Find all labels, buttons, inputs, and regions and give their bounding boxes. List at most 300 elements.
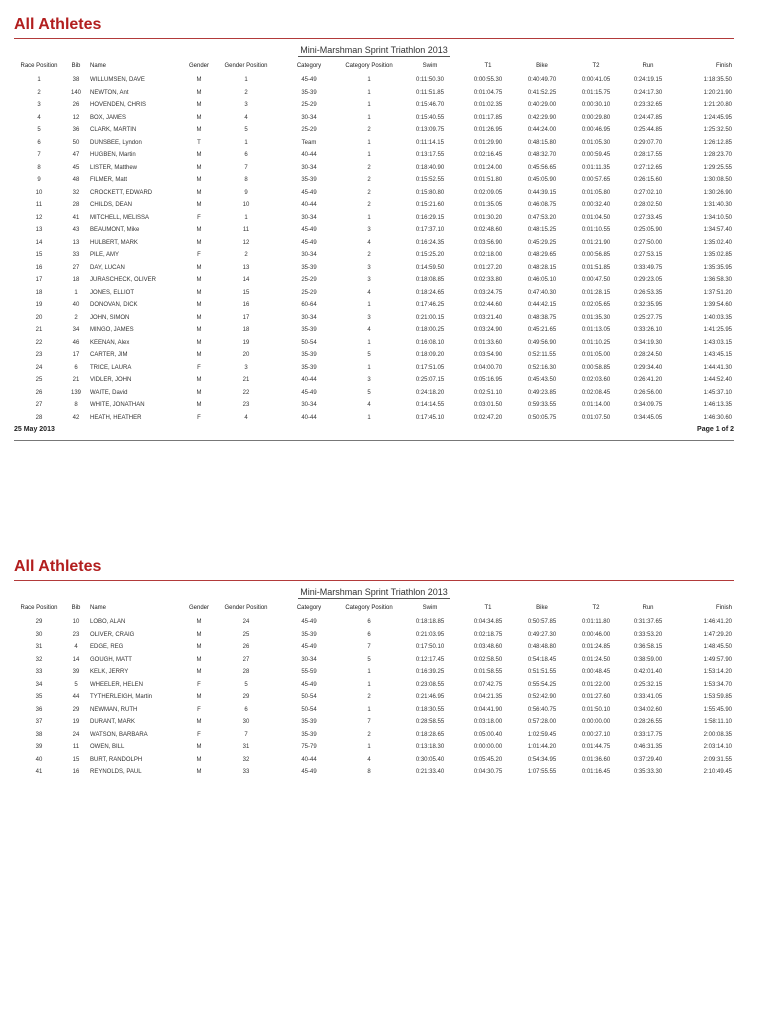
cell-category: 40-44 <box>301 202 317 208</box>
cell-gender-position: 28 <box>242 669 250 675</box>
column-header-category-position: Category Position <box>345 63 393 69</box>
cell-finish: 1:28:23.70 <box>703 152 732 158</box>
cell-finish: 1:46:13.35 <box>703 402 732 408</box>
cell-swim: 0:15:46.70 <box>415 102 445 108</box>
cell-bike: 0:45:56.65 <box>527 164 557 171</box>
cell-finish: 1:48:45.50 <box>703 644 732 650</box>
cell-category: Team <box>301 139 317 146</box>
cell-gender-position: 29 <box>242 694 250 700</box>
cell-gender-position: 9 <box>244 189 248 196</box>
cell-t1: 0:00:00.00 <box>473 744 503 750</box>
cell-name: HEATH, HEATHER <box>90 414 142 421</box>
cell-bib: 19 <box>72 719 80 725</box>
cell-category-position: 1 <box>367 744 371 750</box>
cell-t2: 0:01:51.85 <box>581 264 611 271</box>
cell-gender: M <box>196 127 202 133</box>
cell-gender: F <box>197 414 201 421</box>
cell-bib: 10 <box>72 619 80 625</box>
cell-run: 0:35:33.30 <box>633 769 663 775</box>
cell-race-position: 28 <box>35 414 43 421</box>
cell-race-position: 25 <box>35 377 43 383</box>
cell-bib: 46 <box>72 339 80 346</box>
cell-name: WILLUMSEN, DAVE <box>90 77 145 83</box>
table-row <box>14 137 734 150</box>
cell-gender: M <box>196 114 202 121</box>
column-header-t1: T1 <box>484 605 492 611</box>
table-header-row <box>14 600 734 616</box>
cell-category-position: 5 <box>367 352 371 358</box>
cell-gender-position: 6 <box>244 152 248 158</box>
cell-bike: 0:49:23.85 <box>527 389 557 396</box>
cell-finish: 1:41:25.95 <box>703 327 732 333</box>
cell-gender-position: 18 <box>242 327 250 333</box>
cell-t2: 0:01:05.30 <box>581 139 611 146</box>
table-row <box>14 124 734 137</box>
cell-finish: 1:49:57.90 <box>703 656 732 663</box>
cell-run: 0:27:33.45 <box>633 214 663 221</box>
cell-category-position: 3 <box>367 227 371 233</box>
cell-gender-position: 30 <box>242 719 250 725</box>
column-header-name: Name <box>90 63 107 69</box>
cell-name: FILMER, Matt <box>90 177 128 183</box>
cell-category: 30-34 <box>301 402 317 408</box>
cell-name: KEENAN, Alex <box>90 339 130 346</box>
cell-run: 0:26:53.35 <box>633 289 663 296</box>
cell-category: 25-29 <box>301 277 317 283</box>
cell-category-position: 2 <box>367 127 371 133</box>
cell-t1: 0:02:33.80 <box>473 277 503 283</box>
cell-finish: 1:47:29.20 <box>703 631 732 638</box>
table-row <box>14 716 734 729</box>
cell-gender-position: 20 <box>242 352 250 358</box>
cell-name: NEWTON, Ant <box>90 89 129 96</box>
cell-t1: 0:02:51.10 <box>473 389 503 396</box>
cell-name: CARTER, JIM <box>90 352 128 358</box>
page-title: All Athletes <box>14 558 102 575</box>
cell-bib: 2 <box>74 314 78 321</box>
table-row <box>14 654 734 667</box>
cell-gender: M <box>196 202 202 208</box>
cell-swim: 0:23:08.55 <box>415 681 445 688</box>
cell-t1: 0:01:04.75 <box>473 89 503 96</box>
cell-swim: 0:18:00.25 <box>415 327 445 333</box>
results-page-2 <box>14 556 734 779</box>
cell-gender-position: 2 <box>244 89 248 96</box>
cell-race-position: 4 <box>37 114 41 121</box>
cell-swim: 0:12:17.45 <box>415 656 445 663</box>
cell-gender: M <box>196 89 202 96</box>
cell-t1: 0:05:00.40 <box>473 731 503 738</box>
cell-race-position: 26 <box>35 389 43 396</box>
cell-category: 35-39 <box>301 177 317 183</box>
cell-race-position: 17 <box>35 277 43 283</box>
cell-bike: 0:48:28.15 <box>527 264 557 271</box>
cell-run: 0:25:05.90 <box>633 227 663 233</box>
cell-gender: M <box>196 389 202 396</box>
cell-gender-position: 15 <box>242 289 250 296</box>
cell-gender: M <box>196 177 202 183</box>
column-header-bib: Bib <box>71 63 81 69</box>
cell-gender-position: 14 <box>242 277 250 283</box>
cell-category: 30-34 <box>301 314 317 321</box>
cell-finish: 1:26:12.85 <box>703 139 732 146</box>
table-row <box>14 299 734 312</box>
table-row <box>14 629 734 642</box>
cell-finish: 2:09:31.55 <box>703 756 732 763</box>
cell-bike: 0:45:29.25 <box>527 239 557 246</box>
cell-race-position: 9 <box>37 177 41 183</box>
cell-bike: 1:01:44.20 <box>527 744 557 750</box>
cell-race-position: 30 <box>35 631 43 638</box>
cell-race-position: 16 <box>35 264 43 271</box>
cell-finish: 2:10:49.45 <box>703 769 732 775</box>
cell-category: 25-29 <box>301 289 317 296</box>
cell-t1: 0:05:45.20 <box>473 756 503 763</box>
cell-category: 45-49 <box>301 77 317 83</box>
cell-t2: 0:01:27.60 <box>581 694 611 700</box>
table-row <box>14 349 734 362</box>
cell-bib: 32 <box>72 189 80 196</box>
cell-finish: 1:45:37.10 <box>703 389 732 396</box>
cell-run: 0:33:26.10 <box>633 327 663 333</box>
cell-name: GOUGH, MATT <box>90 656 132 663</box>
cell-finish: 2:00:08.35 <box>703 731 732 738</box>
cell-gender: M <box>196 189 202 196</box>
cell-category-position: 2 <box>367 177 371 183</box>
results-table <box>14 600 734 779</box>
cell-t2: 0:01:14.00 <box>581 402 611 408</box>
cell-category: 40-44 <box>301 377 317 383</box>
table-row <box>14 691 734 704</box>
cell-t2: 0:00:57.65 <box>581 177 611 183</box>
cell-category-position: 7 <box>367 719 371 725</box>
cell-category-position: 1 <box>367 214 371 221</box>
cell-race-position: 10 <box>35 189 43 196</box>
cell-t2: 0:01:10.55 <box>581 227 611 233</box>
cell-t2: 0:01:24.85 <box>581 644 611 650</box>
cell-t2: 0:00:58.85 <box>581 364 611 371</box>
cell-run: 0:33:53.20 <box>633 631 663 638</box>
cell-t2: 0:00:32.40 <box>581 202 611 208</box>
cell-run: 0:27:12.65 <box>633 164 663 171</box>
cell-race-position: 36 <box>35 706 43 713</box>
column-header-gender-position: Gender Position <box>224 605 268 611</box>
cell-t2: 0:00:46.00 <box>581 631 611 638</box>
column-header-category-position: Category Position <box>345 605 393 611</box>
cell-bike: 0:46:08.75 <box>527 202 557 208</box>
cell-category-position: 6 <box>367 631 371 638</box>
cell-bib: 139 <box>70 389 81 396</box>
cell-run: 0:26:41.20 <box>633 377 663 383</box>
cell-gender: F <box>197 731 201 738</box>
cell-category: 45-49 <box>301 619 317 625</box>
cell-finish: 1:58:11.10 <box>704 719 732 725</box>
cell-category: 50-54 <box>301 339 317 346</box>
cell-gender: M <box>196 277 202 283</box>
column-header-t2: T2 <box>592 63 600 69</box>
cell-gender-position: 3 <box>244 102 248 108</box>
cell-gender: T <box>197 139 201 146</box>
cell-category-position: 2 <box>367 694 371 700</box>
cell-run: 0:28:17.55 <box>633 152 663 158</box>
cell-gender: F <box>197 364 201 371</box>
cell-finish: 1:44:41.30 <box>703 364 732 371</box>
cell-bib: 140 <box>70 89 81 96</box>
cell-t1: 0:02:47.20 <box>473 414 503 421</box>
cell-name: BOX, JAMES <box>90 114 127 121</box>
cell-category-position: 7 <box>367 644 371 650</box>
cell-t1: 0:04:00.70 <box>473 364 503 371</box>
results-page-1 <box>14 14 734 441</box>
cell-gender: M <box>196 769 202 775</box>
cell-run: 0:27:53.15 <box>633 252 663 258</box>
cell-bike: 0:40:49.70 <box>527 77 557 83</box>
cell-gender: M <box>196 644 202 650</box>
cell-gender-position: 19 <box>242 339 250 346</box>
cell-category: 25-29 <box>301 102 317 108</box>
cell-t2: 0:01:24.50 <box>581 656 611 663</box>
cell-category-position: 6 <box>367 619 371 625</box>
cell-t2: 0:01:05.80 <box>581 189 611 196</box>
cell-t1: 0:04:41.90 <box>473 706 503 713</box>
cell-race-position: 24 <box>35 364 43 371</box>
cell-gender: M <box>196 402 202 408</box>
cell-swim: 0:21:46.95 <box>415 694 445 700</box>
cell-gender-position: 1 <box>244 214 248 221</box>
cell-gender-position: 22 <box>242 389 250 396</box>
cell-name: CHILDS, DEAN <box>90 202 133 208</box>
cell-race-position: 37 <box>35 719 43 725</box>
title-divider <box>14 38 734 39</box>
cell-name: JONES, ELLIOT <box>90 289 135 296</box>
cell-finish: 1:30:26.90 <box>703 189 732 196</box>
cell-finish: 1:43:03.15 <box>703 339 732 346</box>
cell-category-position: 4 <box>367 289 371 296</box>
cell-gender: M <box>196 327 202 333</box>
cell-swim: 0:18:18.85 <box>415 619 445 625</box>
cell-t2: 0:01:35.30 <box>581 314 611 321</box>
cell-gender: M <box>196 352 202 358</box>
cell-swim: 0:15:25.20 <box>415 252 445 258</box>
cell-bike: 1:07:55.55 <box>527 769 557 775</box>
cell-name: LOBO, ALAN <box>90 619 126 625</box>
cell-gender: F <box>197 706 201 713</box>
cell-finish: 1:43:45.15 <box>703 352 732 358</box>
cell-category: 40-44 <box>301 414 317 421</box>
cell-gender: M <box>196 619 202 625</box>
cell-finish: 1:34:57.40 <box>703 227 732 233</box>
cell-bib: 5 <box>74 681 78 688</box>
cell-bike: 0:59:33.55 <box>527 402 557 408</box>
cell-name: NEWMAN, RUTH <box>90 706 138 713</box>
cell-name: WAITE, David <box>90 389 128 396</box>
column-header-swim: Swim <box>422 605 438 611</box>
cell-gender-position: 31 <box>242 744 250 750</box>
cell-bib: 8 <box>74 402 78 408</box>
cell-run: 0:27:02.10 <box>633 189 663 196</box>
cell-finish: 2:03:14.10 <box>703 744 732 750</box>
cell-swim: 0:11:51.85 <box>416 89 444 96</box>
cell-gender-position: 3 <box>244 364 248 371</box>
cell-t1: 0:01:27.20 <box>473 264 503 271</box>
cell-gender-position: 16 <box>242 302 250 308</box>
cell-bib: 24 <box>72 731 80 738</box>
cell-category: 45-49 <box>301 239 317 246</box>
cell-bike: 0:44:24.00 <box>527 127 557 133</box>
cell-swim: 0:21:33.40 <box>415 769 445 775</box>
footer-date: 25 May 2013 <box>14 426 55 433</box>
cell-race-position: 21 <box>35 327 43 333</box>
cell-t2: 0:00:48.45 <box>581 669 611 675</box>
cell-bike: 0:41:52.25 <box>527 89 557 96</box>
cell-category: 35-39 <box>301 364 317 371</box>
cell-finish: 1:25:32.50 <box>703 127 732 133</box>
cell-run: 0:25:32.15 <box>633 681 663 688</box>
cell-t2: 0:01:10.25 <box>581 339 611 346</box>
table-row <box>14 249 734 262</box>
cell-t1: 0:03:54.90 <box>473 352 503 358</box>
cell-swim: 0:28:58.55 <box>415 719 445 725</box>
cell-bike: 0:48:32.70 <box>527 152 557 158</box>
cell-category: 40-44 <box>301 756 317 763</box>
cell-t2: 0:00:30.10 <box>581 102 611 108</box>
cell-bib: 21 <box>72 377 80 383</box>
cell-bib: 23 <box>72 631 80 638</box>
table-row <box>14 754 734 767</box>
cell-category: 40-44 <box>301 152 317 158</box>
table-row <box>14 679 734 692</box>
column-header-swim: Swim <box>422 63 438 69</box>
cell-bike: 0:49:27.30 <box>527 631 557 638</box>
title-divider <box>14 580 734 581</box>
table-row <box>14 237 734 250</box>
cell-gender: M <box>196 239 202 246</box>
cell-bib: 6 <box>74 364 78 371</box>
cell-t2: 0:00:00.00 <box>581 719 611 725</box>
cell-t2: 0:01:16.45 <box>581 769 611 775</box>
cell-race-position: 41 <box>35 769 43 775</box>
cell-t1: 0:03:21.40 <box>473 314 503 321</box>
cell-gender-position: 17 <box>242 314 250 321</box>
cell-category: 35-39 <box>301 89 317 96</box>
cell-category: 50-54 <box>301 706 317 713</box>
cell-name: OLIVER, CRAIG <box>90 631 135 638</box>
cell-swim: 0:18:24.65 <box>415 289 445 296</box>
table-row <box>14 616 734 629</box>
cell-race-position: 5 <box>37 127 41 133</box>
cell-category: 30-34 <box>301 114 317 121</box>
table-row <box>14 187 734 200</box>
cell-category-position: 1 <box>367 339 371 346</box>
cell-finish: 1:36:58.30 <box>703 277 732 283</box>
cell-bib: 33 <box>72 252 80 258</box>
cell-gender-position: 26 <box>242 644 250 650</box>
results-table <box>14 58 734 424</box>
cell-finish: 1:35:35.95 <box>703 264 732 271</box>
cell-gender: M <box>196 756 202 763</box>
cell-t1: 0:01:30.20 <box>473 214 503 221</box>
cell-bib: 26 <box>72 102 80 108</box>
cell-t1: 0:03:56.90 <box>473 239 503 246</box>
cell-gender-position: 6 <box>244 706 248 713</box>
cell-category: 45-49 <box>301 389 317 396</box>
cell-swim: 0:17:46.25 <box>415 302 445 308</box>
column-header-name: Name <box>90 605 107 611</box>
cell-finish: 1:37:51.20 <box>703 289 732 296</box>
cell-category-position: 1 <box>367 706 371 713</box>
table-row <box>14 212 734 225</box>
column-header-run: Run <box>642 63 654 69</box>
cell-gender-position: 23 <box>242 402 250 408</box>
cell-gender: M <box>196 152 202 158</box>
cell-run: 0:37:29.40 <box>633 756 663 763</box>
cell-gender-position: 5 <box>244 127 248 133</box>
cell-category-position: 4 <box>367 327 371 333</box>
cell-t2: 0:01:50.10 <box>581 706 611 713</box>
cell-gender: M <box>196 631 202 638</box>
cell-gender: F <box>197 214 201 221</box>
cell-bike: 0:48:15.25 <box>527 227 557 233</box>
cell-run: 0:25:44.85 <box>633 127 663 133</box>
cell-bib: 27 <box>72 264 80 271</box>
cell-run: 0:31:37.65 <box>633 619 663 625</box>
cell-t1: 0:01:17.85 <box>473 114 503 121</box>
cell-bike: 0:48:38.75 <box>527 314 557 321</box>
cell-gender: M <box>196 377 202 383</box>
table-row <box>14 641 734 654</box>
cell-bike: 0:45:43.50 <box>527 377 557 383</box>
cell-finish: 1:18:35.50 <box>703 77 732 83</box>
cell-category-position: 3 <box>367 277 371 283</box>
cell-gender: M <box>196 656 202 663</box>
cell-t2: 0:01:21.90 <box>581 239 611 246</box>
cell-category-position: 4 <box>367 756 371 763</box>
cell-category-position: 4 <box>367 239 371 246</box>
cell-swim: 0:15:52.55 <box>415 177 445 183</box>
cell-name: WATSON, BARBARA <box>90 731 148 738</box>
cell-gender: M <box>196 264 202 271</box>
cell-run: 0:27:50.00 <box>633 239 663 246</box>
cell-category: 35-39 <box>301 352 317 358</box>
cell-race-position: 19 <box>35 302 43 308</box>
cell-bike: 0:51:51.55 <box>527 669 557 675</box>
cell-bib: 29 <box>72 706 80 713</box>
cell-bike: 0:50:57.85 <box>527 619 557 625</box>
cell-category-position: 3 <box>367 314 371 321</box>
cell-race-position: 27 <box>35 402 43 408</box>
cell-swim: 0:17:50.10 <box>415 644 445 650</box>
cell-category: 35-39 <box>301 731 317 738</box>
cell-name: MITCHELL, MELISSA <box>90 214 150 221</box>
cell-swim: 0:24:18.20 <box>415 389 445 396</box>
column-header-run: Run <box>642 605 654 611</box>
cell-finish: 1:40:03.35 <box>703 314 732 321</box>
cell-run: 0:28:02.50 <box>633 202 663 208</box>
cell-bike: 0:57:28.00 <box>527 719 557 725</box>
cell-name: PILE, AMY <box>90 252 120 258</box>
cell-bib: 16 <box>72 769 80 775</box>
cell-category: 30-34 <box>301 164 317 171</box>
column-header-bike: Bike <box>536 63 548 69</box>
cell-bib: 28 <box>72 202 80 208</box>
cell-run: 0:32:35.95 <box>633 302 663 308</box>
table-row <box>14 112 734 125</box>
cell-bike: 0:49:56.90 <box>527 339 557 346</box>
cell-t1: 0:00:55.30 <box>473 77 503 83</box>
cell-run: 0:46:31.35 <box>633 744 663 750</box>
cell-finish: 1:44:52.40 <box>703 377 732 383</box>
cell-finish: 1:55:45.90 <box>703 706 732 713</box>
